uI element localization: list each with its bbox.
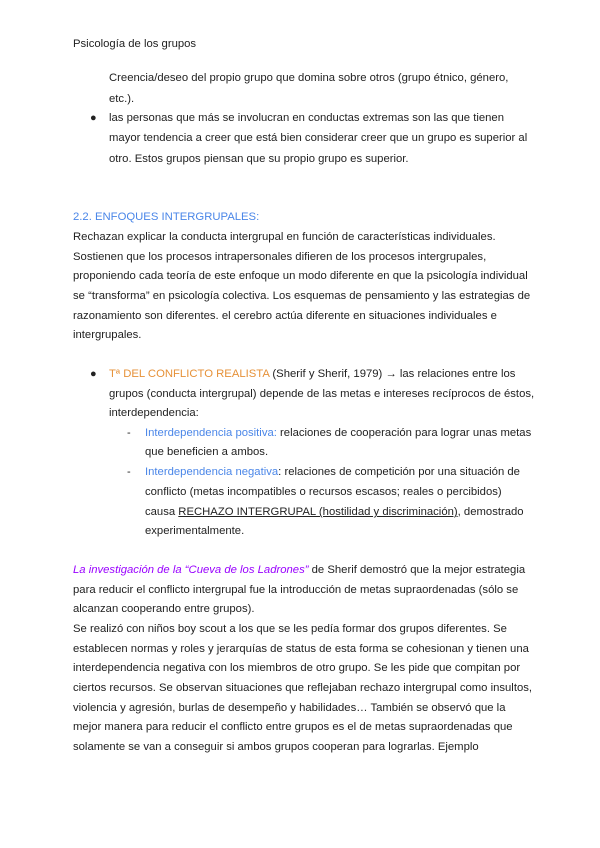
negative-term: Interdependencia negativa	[145, 466, 279, 478]
paragraph-line: Rechazan explicar la conducta intergrupal en función de características individuales.	[73, 231, 496, 243]
paragraph-line: proponiendo cada teoría de este enfoque un modo diferente en que la psicología individual	[73, 270, 528, 282]
theory-title: Tª DEL CONFLICTO REALISTA	[109, 368, 270, 380]
bullet-dot: ●	[90, 368, 97, 380]
negative-line-1	[145, 462, 520, 482]
cave-line-1	[73, 560, 525, 580]
paragraph-line: ciertos recursos. Se observan situaciones que reflejaban rechazo intergrupal como insultos,	[73, 682, 533, 694]
paragraph-line: razonamiento son diferentes. el cerebro actúa diferente en situaciones individuales e	[73, 310, 497, 322]
paragraph-line: alcanzan cooperando entre grupos).	[73, 603, 255, 615]
negative-line-3-pre: causa	[145, 506, 179, 518]
bullet-dot: ●	[90, 112, 97, 124]
theory-line-2: grupos (conducta intergrupal) depende de las metas e intereses recíprocos de éstos,	[109, 388, 535, 400]
paragraph-line: para reducir el conflicto intergrupal fue la introducción de metas supraordenadas (sólo se	[73, 584, 519, 596]
paragraph-line: establecen normas y roles y jerarquías de status de esta forma se cohesionan y tienen una	[73, 643, 529, 655]
paragraph-line: se “transforma” en psicología colectiva. Los esquemas de pensamiento y las estrategias de	[73, 290, 531, 302]
bullet-line-2: mayor tendencia a creer que está bien considerar creer que un grupo es superior al	[109, 132, 528, 144]
positive-line-2: que beneficien a ambos.	[145, 446, 269, 458]
theory-line-1-rest: (Sherif y Sherif, 1979) → las relaciones entre los	[269, 368, 516, 380]
paragraph-line: Sostienen que los procesos intrapersonales difieren de los procesos intergrupales,	[73, 251, 487, 263]
negative-line-3-post: , demostrado	[457, 506, 524, 518]
paragraph-line: solamente se van a conseguir si ambos grupos cooperan para lograrlas. Ejemplo	[73, 741, 479, 753]
cave-highlight: La investigación de la “Cueva de los Ladrones”	[73, 564, 309, 576]
paragraph-line: mejor manera para reducir el conflicto entre grupos es el de metas supraordenadas que	[73, 721, 513, 733]
negative-line-2: conflicto (metas incompatibles o recursos escasos; reales o percibidos)	[145, 486, 502, 498]
paragraph-line: Se realizó con niños boy scout a los que se les pedía formar dos grupos diferentes. Se	[73, 623, 507, 635]
negative-line-4: experimentalmente.	[145, 525, 245, 537]
dash-marker: -	[127, 427, 131, 439]
continuation-line-2: etc.).	[109, 93, 135, 105]
positive-line-1-rest: relaciones de cooperación para lograr unas metas	[276, 427, 532, 439]
paragraph-line: interdependencia negativa con los miembros de otro grupo. Se les pide que compitan por	[73, 662, 521, 674]
negative-line-3	[145, 502, 524, 522]
theory-line-1	[109, 364, 515, 384]
rejection-underlined: RECHAZO INTERGRUPAL (hostilidad y discriminación)	[178, 506, 458, 518]
dash-marker: -	[127, 466, 131, 478]
bullet-line-1: las personas que más se involucran en conductas extremas son las que tienen	[109, 112, 504, 124]
paragraph-line: violencia y agresión, burlas de desempeño y habilidades… También se observó que la	[73, 702, 506, 714]
cave-line-1-rest: de Sherif demostró que la mejor estrategia	[308, 564, 526, 576]
theory-line-3: interdependencia:	[109, 407, 199, 419]
bullet-line-3: otro. Estos grupos piensan que su propio grupo es superior.	[109, 153, 409, 165]
negative-line-1-rest: : relaciones de competición por una situación de	[278, 466, 520, 478]
positive-line-1	[145, 423, 531, 443]
continuation-line-1: Creencia/deseo del propio grupo que domina sobre otros (grupo étnico, género,	[109, 72, 509, 84]
positive-term: Interdependencia positiva:	[145, 427, 277, 439]
page-header: Psicología de los grupos	[73, 38, 197, 50]
paragraph-line: intergrupales.	[73, 329, 142, 341]
section-heading: 2.2. ENFOQUES INTERGRUPALES:	[73, 211, 260, 223]
